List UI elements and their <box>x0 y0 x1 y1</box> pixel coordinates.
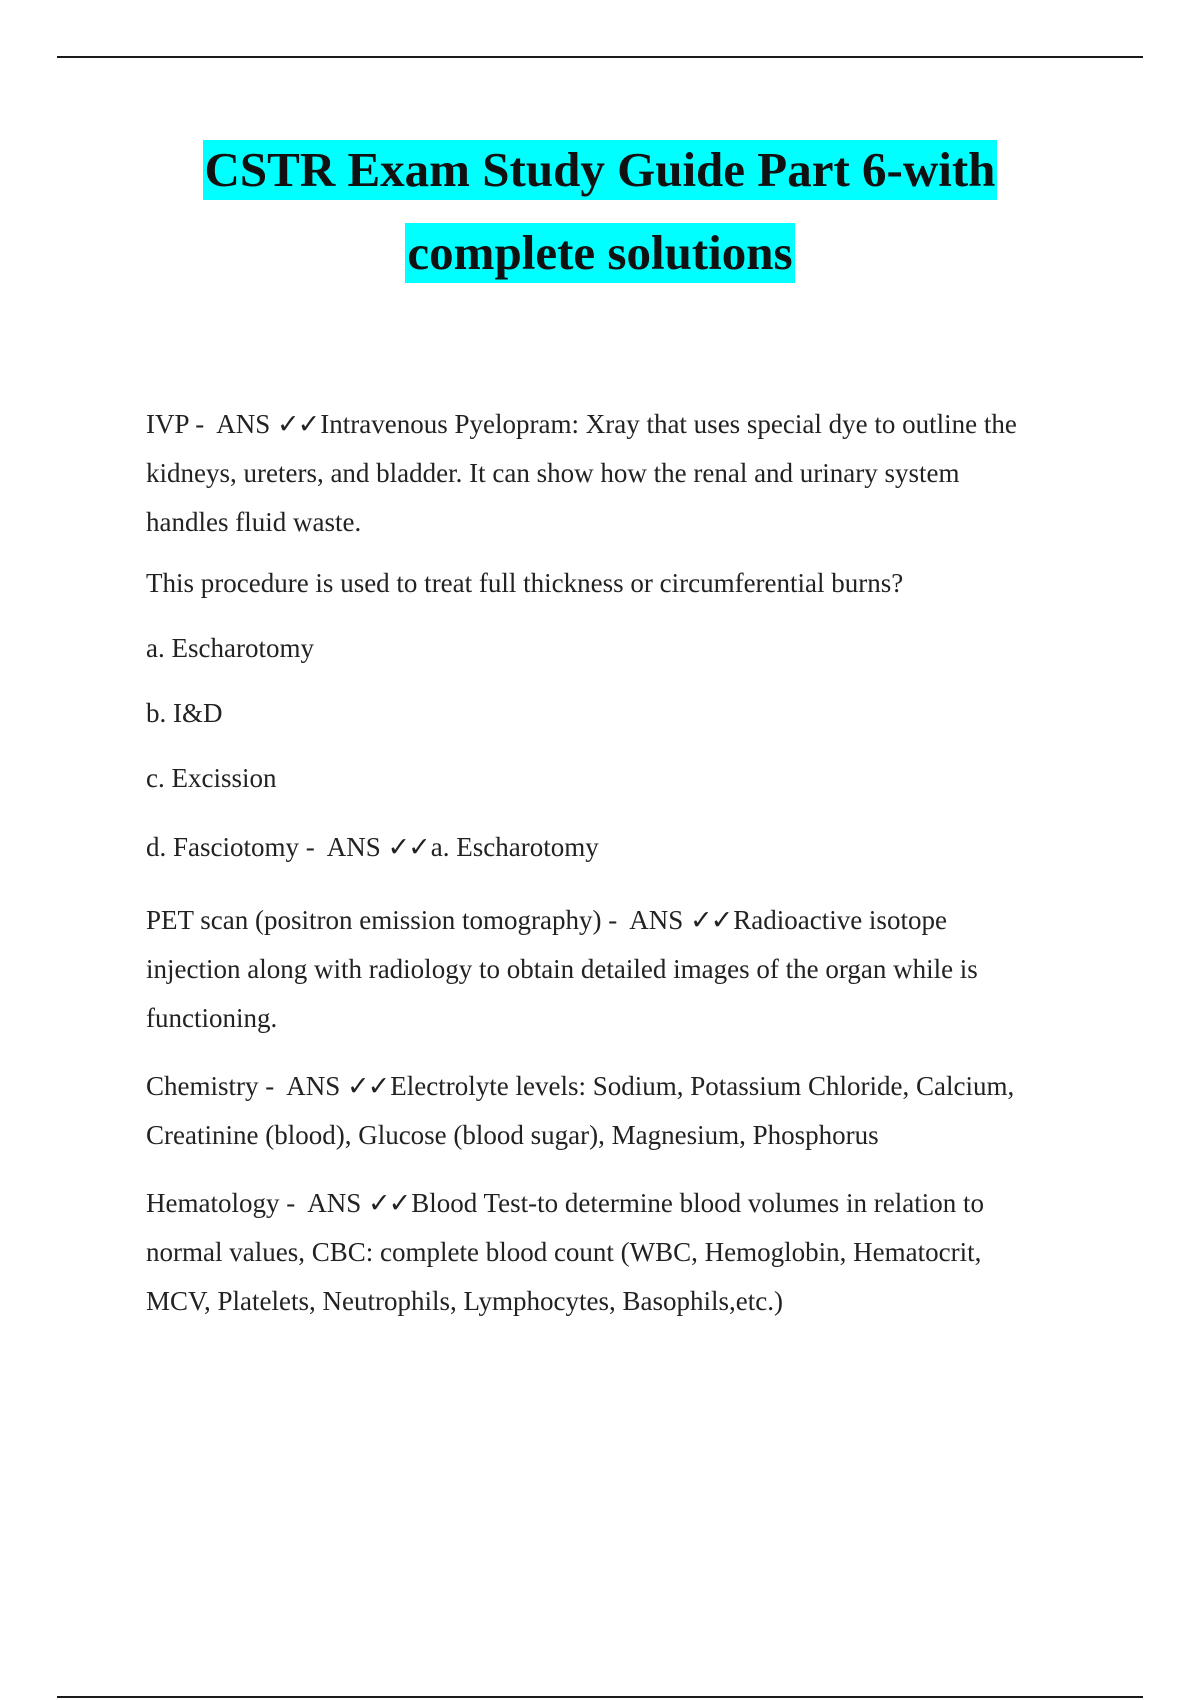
check-icon: ✓✓ <box>277 409 319 439</box>
entry-pet-line-2: injection along with radiology to obtain detailed images of the organ while is <box>146 954 978 984</box>
entry-term: Chemistry - <box>146 1071 275 1101</box>
check-icon: ✓✓ <box>347 1071 389 1101</box>
bottom-divider <box>57 1696 1143 1698</box>
document-title <box>0 140 1200 283</box>
answer-marker: ANS <box>216 409 271 439</box>
question-answer: a. Escharotomy <box>430 832 599 862</box>
check-icon: ✓✓ <box>689 905 732 935</box>
entry-definition: Blood Test-to determine blood volumes in relation to <box>411 1188 985 1218</box>
check-icon: ✓✓ <box>387 832 429 862</box>
check-icon: ✓✓ <box>368 1188 410 1218</box>
entry-pet-line-3: functioning. <box>146 1003 278 1033</box>
question-burns: This procedure is used to treat full thickness or circumferential burns? <box>146 568 904 598</box>
answer-marker: ANS <box>307 1188 362 1218</box>
entry-term: IVP - <box>146 409 205 439</box>
entry-hematology-line-1 <box>146 1179 1086 1228</box>
entry-pet-line-1 <box>146 896 1086 945</box>
entry-term: Hematology - <box>146 1188 296 1218</box>
title-line-2: complete solutions <box>405 223 794 283</box>
answer-marker: ANS <box>286 1071 341 1101</box>
entry-definition: Electrolyte levels: Sodium, Potassium Chloride, Calcium, <box>390 1071 1015 1101</box>
answer-marker: ANS <box>629 905 684 935</box>
top-divider <box>57 56 1143 58</box>
entry-term: PET scan (positron emission tomography) - <box>146 905 618 935</box>
option-c: c. Excission <box>146 763 277 793</box>
entry-ivp-line-3: handles fluid waste. <box>146 507 362 537</box>
entry-ivp-line-1 <box>146 400 1086 449</box>
option-d: d. Fasciotomy - <box>146 832 315 862</box>
document-body <box>146 400 1086 1326</box>
entry-chemistry <box>146 1062 1086 1160</box>
entry-hematology-line-2: normal values, CBC: complete blood count (WBC, Hemoglobin, Hematocrit, <box>146 1237 982 1267</box>
entry-definition: Intravenous Pyelopram: Xray that uses special dye to outline the <box>320 409 1017 439</box>
entry-ivp <box>146 400 1086 547</box>
entry-hematology-line-3: MCV, Platelets, Neutrophils, Lymphocytes, Basophils,etc.) <box>146 1286 783 1316</box>
option-d-with-answer <box>146 823 1086 872</box>
entry-definition: Radioactive isotope <box>733 905 947 935</box>
option-b: b. I&D <box>146 698 223 728</box>
title-line-1: CSTR Exam Study Guide Part 6-with <box>203 140 998 200</box>
answer-marker: ANS <box>326 832 381 862</box>
option-a: a. Escharotomy <box>146 633 314 663</box>
entry-ivp-line-2: kidneys, ureters, and bladder. It can show how the renal and urinary system <box>146 458 960 488</box>
entry-chemistry-line-1 <box>146 1062 1086 1111</box>
entry-pet <box>146 896 1086 1043</box>
entry-chemistry-line-2: Creatinine (blood), Glucose (blood sugar), Magnesium, Phosphorus <box>146 1120 879 1150</box>
entry-hematology <box>146 1179 1086 1326</box>
